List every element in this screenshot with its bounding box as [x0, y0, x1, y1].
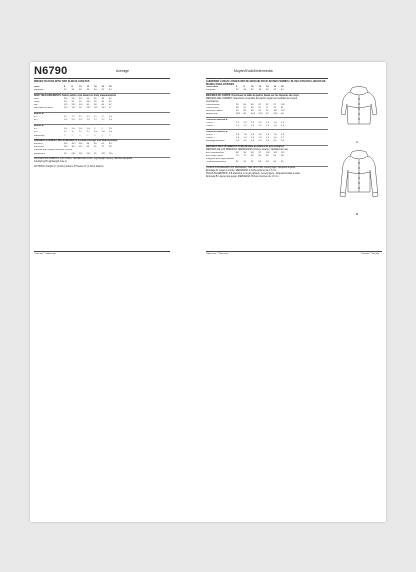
european-row: European 32 34 36 38 40 42 44 [34, 89, 112, 92]
table-row: Taille/Cintura 58 61 64 67 71 76 81 [206, 106, 284, 109]
table-row: Nuque/Talle 39,5 40 40,5 41,5 42 42,5 44 [206, 113, 284, 116]
table-row: 60"/** 1⅛ 1⅛ 1⅛ 1⅛ 1¼ 1¼ 1⅜ [34, 119, 113, 122]
tissus-conseilles: TISSUS CONSEILLÉS: A,B Mousseline, Toile de lin fine, Jersey léger, Jacquard soyeux. [206, 166, 296, 169]
table-row: 115cm**/*** 1,2 1,2 1,2 1,2 1,4 1,4 1,5 [206, 121, 285, 124]
table-row: Longueur dos/Largo espalda [206, 158, 234, 161]
finished-measurements-title-es: MEDIDAS DE LAS PRENDAS TERMINADAS (Incluye diseño y facilidad de uso) [206, 148, 288, 151]
rule-left [34, 78, 170, 79]
table-row: Blouse A,B 24 24¼ 24½ 24¾ 25 25¼ 25½ [34, 152, 114, 155]
table-row: Chemisier/Blusa A,B 61 62 62 63 64 64 65 [206, 161, 284, 164]
table-row: A,B Waist 29½ 30½ 31½ 33 35 37 39 [34, 146, 112, 149]
chemisier-b-label: Chemisier B/Blusa B [206, 130, 228, 133]
notions: NOTIONS: A Eight ⅜" (1,5cm) buttons. B Twelve ⅜" (1,5cm) buttons. [34, 166, 105, 169]
table-row: 150cm**/*** 1,1 1,1 1,1 1,1 1,2 1,2 1,3 [206, 125, 285, 128]
pattern-envelope-back [30, 62, 386, 522]
pattern-code: N6790 [34, 65, 68, 77]
footer-rule-left [34, 251, 170, 252]
sizes-row: Sizes 6 8 10 12 14 16 18 [34, 86, 112, 88]
entoilage-note: Entoilage B: Léger à coudre. MERCERIA: A Ocho botones de 1,5 cm. [206, 169, 277, 172]
english-column [34, 80, 170, 169]
body-measurements-title-es: MEDIDAS DEL CUERPO: Seleccione el tamaño del patrón según las medidas del cuerpo [206, 97, 298, 100]
table-row: 150cm**/*** 1,4 1,4 1,4 1,4 1,5 1,5 1,7 [206, 137, 285, 140]
table-row: A,B Poitrine/Busto 88 90 93 97 102 107 112 [206, 151, 285, 154]
french-spanish-column [206, 80, 328, 179]
footer-rule-right [206, 251, 382, 252]
table-row: 115cm**/*** 1,8 1,8 1,8 1,8 1,9 1,9 2,0 [206, 133, 285, 136]
interfacing-row: Interfacing ½ ½ ½ ½ ½ ½ ½ [34, 134, 111, 137]
blouse-b-label: Blouse B [34, 124, 44, 127]
chemisier-a-label: Chemisier A/Blusa A [206, 118, 228, 121]
blouse-b-line-drawing [334, 148, 384, 208]
table-row: A,B Taille/Cintura 75 77 80 84 89 94 99 [206, 154, 284, 157]
sizes-row-fr: Taille/Tallas 6 8 10 12 14 16 18 [206, 86, 284, 88]
interfacing-note: Interfacing B Lightweight fuse-in. [34, 161, 68, 164]
blouse-a-label: Blouse A [34, 112, 44, 115]
difficulty-label: Average [116, 69, 129, 73]
body-measurements-title: BODY MEASUREMENTS: Select pattern size based on body measurements [34, 94, 117, 97]
cm-label: Centimètres [206, 100, 219, 103]
table-row: Back waist to waist 15½ 15¾ 16 16¼ 16½ 16¾ 17 [34, 107, 112, 110]
table-row: Hanches/Cadera 83 85 88 92 97 102 107 [206, 109, 285, 112]
rule-right [206, 78, 328, 79]
finished-measurements-title-fr: MESURES DES VÊTEMENTS FINIS (Modèle et aisance de port compris) [206, 145, 284, 148]
table-row: 45"/** 1¼ 1¼ 1¼ 1¼ 1½ 1½ 1⅝ [34, 116, 113, 119]
entretela-note: Entretela B: Ligera para pegar. MERCERÍA: B Doce botones de 1,5 cm. [206, 175, 280, 178]
telas-sugeridas: TELAS SUGERIDAS: A,B Muselina, Lino de pañuelo, Jersey ligero, Jacquard similar a seda. [206, 172, 301, 175]
footnote-es: * Con pelo ** Sin pelo [360, 253, 380, 255]
european-row-fr: Européen 32 34 36 38 40 42 44 [206, 89, 284, 92]
suggested-fabrics: SUGGESTED FABRICS: A,B Chiffon, Handkerchief Linen, Lightweight Jersey, Silk-like Jacquard. [34, 158, 133, 161]
pattern-title-fr: CHEMISIER À DEUX LONGUEURS DE MANCHE POUR JEUNES FEMMES / BLUSA CON DOS LARGOS DE MANGA PARA JÓVENES [206, 80, 326, 86]
table-row: A,B Bust 34½ 35½ 36½ 38 40 42 44 [34, 143, 112, 146]
table-row: Poitrine/Busto 78 80 83 87 92 97 102 [206, 103, 285, 106]
table-row: Finished back length from base of neck [34, 149, 73, 152]
finished-measurements-title: FINISHED GARMENT MEASUREMENTS (Includes Design and Wearing Ease) [34, 140, 118, 143]
table-row: Bust 30½ 31½ 32½ 34 36 38 40 [34, 97, 112, 100]
footnote-fr: * Avec sens ** Sans sens [206, 253, 229, 255]
entoilage-row: Entoilage/Entretela 0,5 0,5 0,5 0,5 0,5 0,5 0,5 [206, 140, 285, 143]
pattern-title: MISSES' BLOUSE WITH TWO SLEEVE LENGTHS [34, 80, 90, 83]
figure-a-label: A [356, 140, 359, 144]
table-row: Hip 32½ 33½ 34½ 36 38 40 42 [34, 104, 112, 107]
body-measurements-title-fr: MESURES DU CORPS: Choisissez la taille du patron basée sur les mesures du corps [206, 94, 299, 97]
blouse-a-line-drawing [334, 84, 384, 136]
footnote-en: * with nap ** without nap [34, 253, 56, 255]
table-row: 60"/** 1½ 1½ 1½ 1½ 1⅝ 1⅝ 1⅞ [34, 131, 113, 134]
table-row: 45"/** 1⅞ 1⅞ 1⅞ 1⅞ 2 2 2⅛ [34, 128, 113, 131]
difficulty-label-fr: Moyen/Euclid/Intermedia [234, 69, 273, 73]
table-row: Waist 23 24 25 26½ 28 30 32 [34, 100, 112, 103]
figure-b-label: B [356, 212, 359, 216]
